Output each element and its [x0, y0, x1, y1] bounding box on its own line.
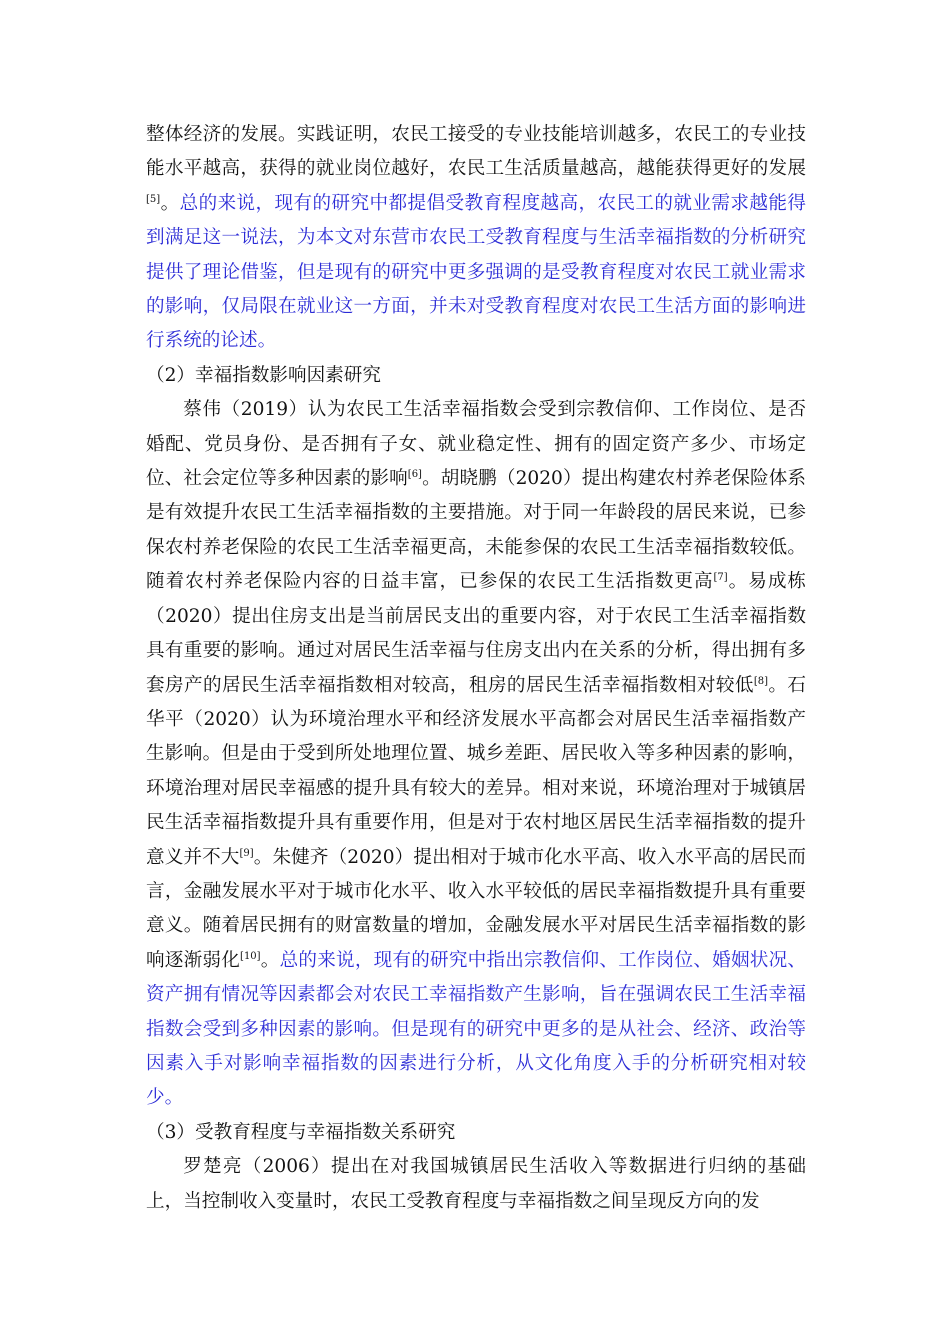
paragraph-education-employment — [146, 118, 806, 359]
citation-10: [10] — [240, 950, 261, 962]
citation-6: [6] — [407, 469, 422, 481]
paragraph-text: 。胡晓鹏（2020）提出构建农村养老保险体系是有效提升农民工生活幸福指数的主要措施。对于同一年龄段的居民来说，已参保农村养老保险的农民工生活幸福更高，未能参保的农民工生活幸福指数较低。随着农村养老保险内容的日益丰富，已参保的农民工生活指数更高 — [146, 468, 806, 593]
paragraph-text: 蔡伟（2019）认为农民工生活幸福指数会受到宗教信仰、工作岗位、是否婚配、党员身份、是否拥有子女、就业稳定性、拥有的固定资产多少、市场定位、社会定位等多种因素的影响 — [146, 399, 806, 490]
paragraph-education-happiness — [146, 1150, 806, 1219]
highlighted-summary: 总的来说，现有的研究中指出宗教信仰、工作岗位、婚姻状况、资产拥有情况等因素都会对农民工幸福指数产生影响，旨在强调农民工生活幸福指数会受到多种因素的影响。但是现有的研究中更多的是从社会、经济、政治等因素入手对影响幸福指数的因素进行分析，从文化角度入手的分析研究相对较少。 — [146, 949, 806, 1109]
paragraph-text: 整体经济的发展。实践证明，农民工接受的专业技能培训越多，农民工的专业技能水平越高，获得的就业岗位越好，农民工生活质量越高，越能获得更好的发展 — [146, 124, 806, 180]
section-heading-2: （2）幸福指数影响因素研究 — [146, 364, 381, 386]
paragraph-text: 。易成栋（2020）提出住房支出是当前居民支出的重要内容，对于农民工生活幸福指数具有重要的影响。通过对居民生活幸福与住房支出内在关系的分析，得出拥有多套房产的居民生活幸福指数相对较高，租房的居民生活幸福指数相对较低 — [146, 571, 806, 696]
highlighted-summary: 总的来说，现有的研究中都提倡受教育程度越高，农民工的就业需求越能得到满足这一说法，为本文对东营市农民工受教育程度与生活幸福指数的分析研究提供了理论借鉴，但是现有的研究中更多强调的是受教育程度对农民工就业需求的影响，仅局限在就业这一方面，并未对受教育程度对农民工生活方面的影响进行系统的论述。 — [146, 192, 806, 352]
paragraph-text: 。朱健齐（2020）提出相对于城市化水平高、收入水平高的居民而言，金融发展水平对于城市化水平、收入水平较低的居民幸福指数提升具有重要意义。随着居民拥有的财富数量的增加，金融发展水平对居民生活幸福指数的影响逐渐弱化 — [146, 846, 806, 971]
paragraph-text: 。 — [260, 949, 280, 971]
paragraph-text: 。石华平（2020）认为环境治理水平和经济发展水平高都会对居民生活幸福指数产生影响。但是由于受到所处地理位置、城乡差距、居民收入等多种因素的影响，环境治理对居民幸福感的提升具有较大的差异。相对来说，环境治理对于城镇居民生活幸福指数提升具有重要作用，但是对于农村地区居民生活幸福指数的提升意义并不大 — [146, 674, 806, 868]
citation-9: [9] — [239, 847, 254, 859]
section-heading-3: （3）受教育程度与幸福指数关系研究 — [146, 1121, 456, 1143]
citation-8: [8] — [753, 675, 768, 687]
citation-7: [7] — [713, 572, 728, 584]
citation-5: [5] — [146, 193, 161, 205]
paragraph-text: 。 — [160, 192, 180, 214]
document-body — [146, 118, 806, 1219]
paragraph-text: 罗楚亮（2006）提出在对我国城镇居民生活收入等数据进行归纳的基础上，当控制收入变量时，农民工受教育程度与幸福指数之间呈现反方向的发 — [146, 1156, 806, 1212]
paragraph-happiness-factors — [146, 393, 806, 1116]
